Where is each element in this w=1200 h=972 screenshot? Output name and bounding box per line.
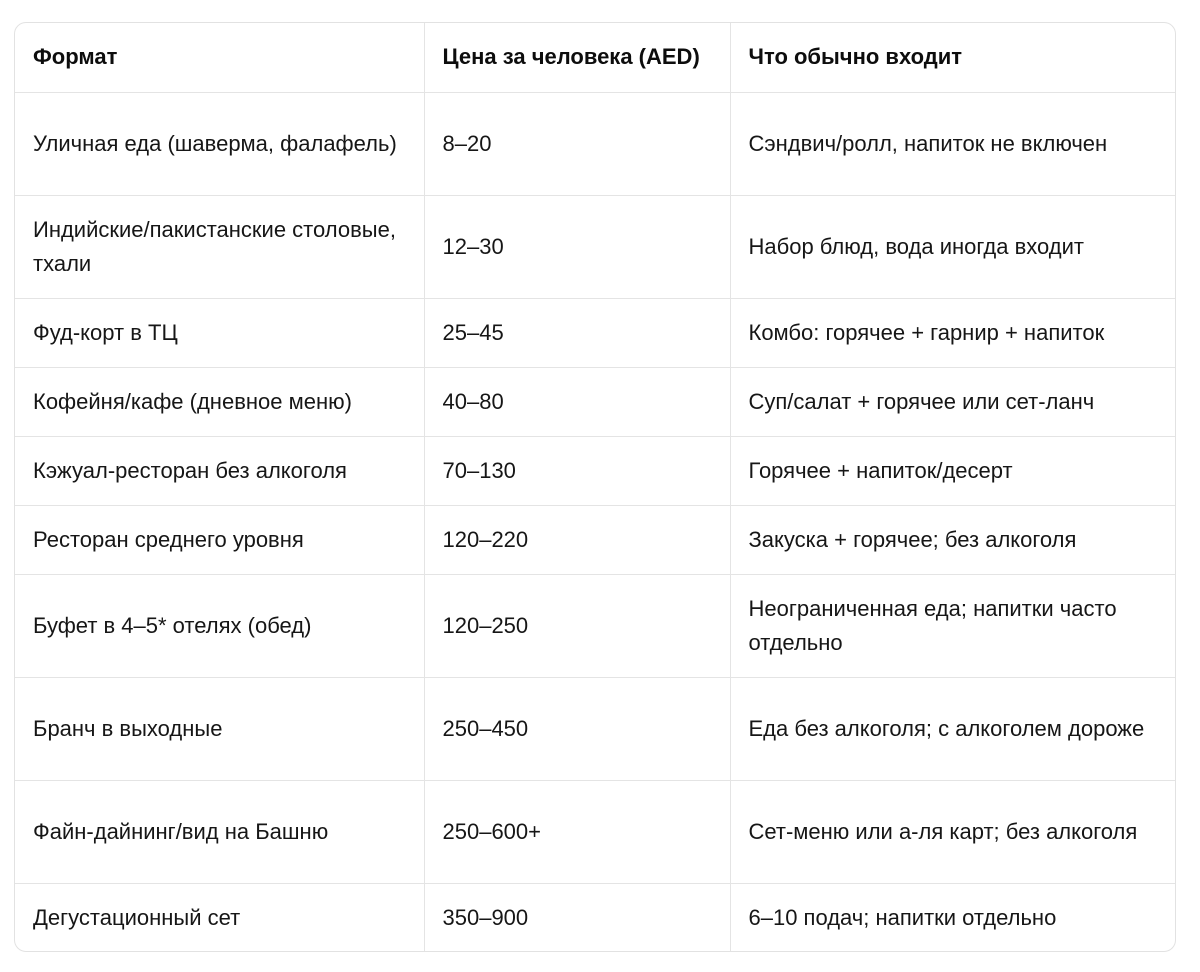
cell-format: Индийские/пакистанские столовые, тхали xyxy=(15,195,424,298)
cell-includes: Набор блюд, вода иногда входит xyxy=(730,195,1175,298)
table-row xyxy=(15,195,1175,298)
table-row xyxy=(15,298,1175,367)
cell-price: 8–20 xyxy=(424,92,730,195)
header-format: Формат xyxy=(15,23,424,92)
cell-price: 120–220 xyxy=(424,505,730,574)
cell-price: 250–600+ xyxy=(424,780,730,883)
cell-includes: 6–10 подач; напитки отдельно xyxy=(748,904,1057,930)
table-row xyxy=(15,574,1175,677)
table-row xyxy=(15,883,1175,952)
cell-price: 12–30 xyxy=(424,195,730,298)
table-row xyxy=(15,677,1175,780)
price-table xyxy=(15,23,1175,952)
cell-format: Фуд-корт в ТЦ xyxy=(15,298,424,367)
cell-format: Кофейня/кафе (дневное меню) xyxy=(15,367,424,436)
cell-includes: Горячее + напиток/десерт xyxy=(730,436,1175,505)
table-row xyxy=(15,436,1175,505)
table-row xyxy=(15,505,1175,574)
cell-price: 250–450 xyxy=(424,677,730,780)
table-row xyxy=(15,367,1175,436)
cell-format: Кэжуал-ресторан без алкоголя xyxy=(15,436,424,505)
cell-price: 120–250 xyxy=(424,574,730,677)
cell-includes: Комбо: горячее + гарнир + напиток xyxy=(730,298,1175,367)
cell-format: Дегустационный сет xyxy=(15,883,424,952)
cell-includes: Еда без алкоголя; с алкоголем дороже xyxy=(730,677,1175,780)
cell-price: 40–80 xyxy=(424,367,730,436)
cell-price: 25–45 xyxy=(424,298,730,367)
cell-format: Буфет в 4–5* отелях (обед) xyxy=(15,574,424,677)
cell-includes: Сет-меню или а-ля карт; без алкоголя xyxy=(730,780,1175,883)
table-header-row xyxy=(15,23,1175,92)
cell-format: Файн-дайнинг/вид на Башню xyxy=(15,780,424,883)
header-includes: Что обычно входит xyxy=(730,23,1175,92)
cell-price: 350–900 xyxy=(424,883,730,952)
cell-format: Уличная еда (шаверма, фалафель) xyxy=(15,92,424,195)
price-table-container xyxy=(14,22,1176,952)
table-row xyxy=(15,92,1175,195)
cell-includes: Закуска + горячее; без алкоголя xyxy=(730,505,1175,574)
table-row xyxy=(15,780,1175,883)
cell-format: Бранч в выходные xyxy=(15,677,424,780)
cell-format: Ресторан среднего уровня xyxy=(15,505,424,574)
cell-includes: Сэндвич/ролл, напиток не включен xyxy=(730,92,1175,195)
cell-includes: Неограниченная еда; напитки часто отдельно xyxy=(730,574,1175,677)
cell-includes: Суп/салат + горячее или сет-ланч xyxy=(730,367,1175,436)
cell-price: 70–130 xyxy=(424,436,730,505)
header-price: Цена за человека (AED) xyxy=(424,23,730,92)
